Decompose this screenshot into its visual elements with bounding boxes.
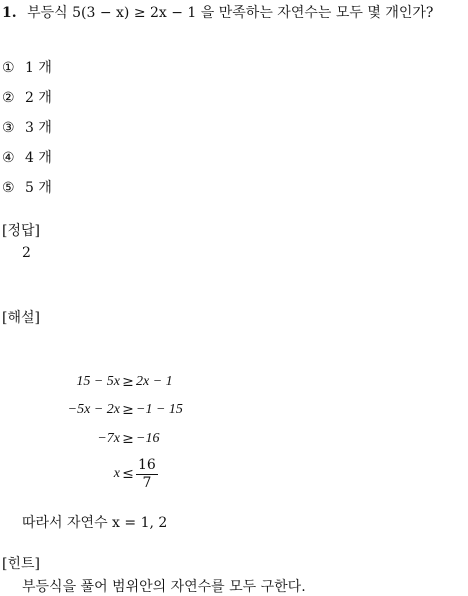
choice-marker: ③ (2, 120, 15, 136)
choice-label: 1 개 (25, 60, 52, 76)
equation-row (0, 431, 320, 453)
equation-rhs-fraction (136, 458, 158, 490)
choice-label: 4 개 (25, 150, 52, 166)
choice-item-4[interactable] (2, 147, 52, 167)
equation-lhs: −5x − 2x (67, 402, 120, 417)
fraction-denominator: 7 (142, 474, 152, 491)
equation-relation: ≥ (122, 431, 134, 447)
question-line (2, 2, 433, 22)
solution-conclusion: 따라서 자연수 x = 1, 2 (22, 515, 168, 531)
equation-row (0, 458, 320, 498)
equation-relation: ≤ (122, 466, 134, 482)
choice-label: 3 개 (25, 120, 52, 136)
question-number: 1. (2, 5, 17, 21)
choice-marker: ① (2, 60, 15, 76)
equation-lhs: x (113, 466, 120, 481)
equation-relation: ≥ (122, 402, 134, 418)
choice-label: 5 개 (25, 180, 52, 196)
equation-lhs: −7x (97, 431, 120, 446)
hint-heading: [힌트] (2, 556, 40, 572)
equation-rhs: 2x − 1 (136, 374, 173, 389)
hint-text: 부등식을 풀어 범위안의 자연수를 모두 구한다. (22, 579, 306, 595)
choice-marker: ② (2, 90, 15, 106)
answer-heading: [정답] (2, 223, 40, 239)
choice-item-1[interactable] (2, 57, 52, 77)
choice-marker: ④ (2, 150, 15, 166)
choice-item-3[interactable] (2, 117, 52, 137)
solution-heading: [해설] (2, 310, 40, 326)
equation-rhs: −1 − 15 (136, 402, 183, 417)
choice-item-2[interactable] (2, 87, 52, 107)
equation-row (0, 374, 320, 396)
equation-rhs: −16 (136, 431, 160, 446)
equation-relation: ≥ (122, 374, 134, 390)
choice-label: 2 개 (25, 90, 52, 106)
fraction (136, 458, 158, 490)
equation-lhs: 15 − 5x (76, 374, 120, 389)
choice-marker: ⑤ (2, 180, 15, 196)
equation-row (0, 402, 320, 424)
question-text: 부등식 5(3 − x) ≥ 2x − 1 을 만족하는 자연수는 모두 몇 개인가? (27, 5, 434, 21)
choice-item-5[interactable] (2, 177, 52, 197)
solution-steps (0, 374, 320, 504)
answer-value: 2 (22, 245, 31, 261)
fraction-numerator: 16 (138, 457, 156, 473)
